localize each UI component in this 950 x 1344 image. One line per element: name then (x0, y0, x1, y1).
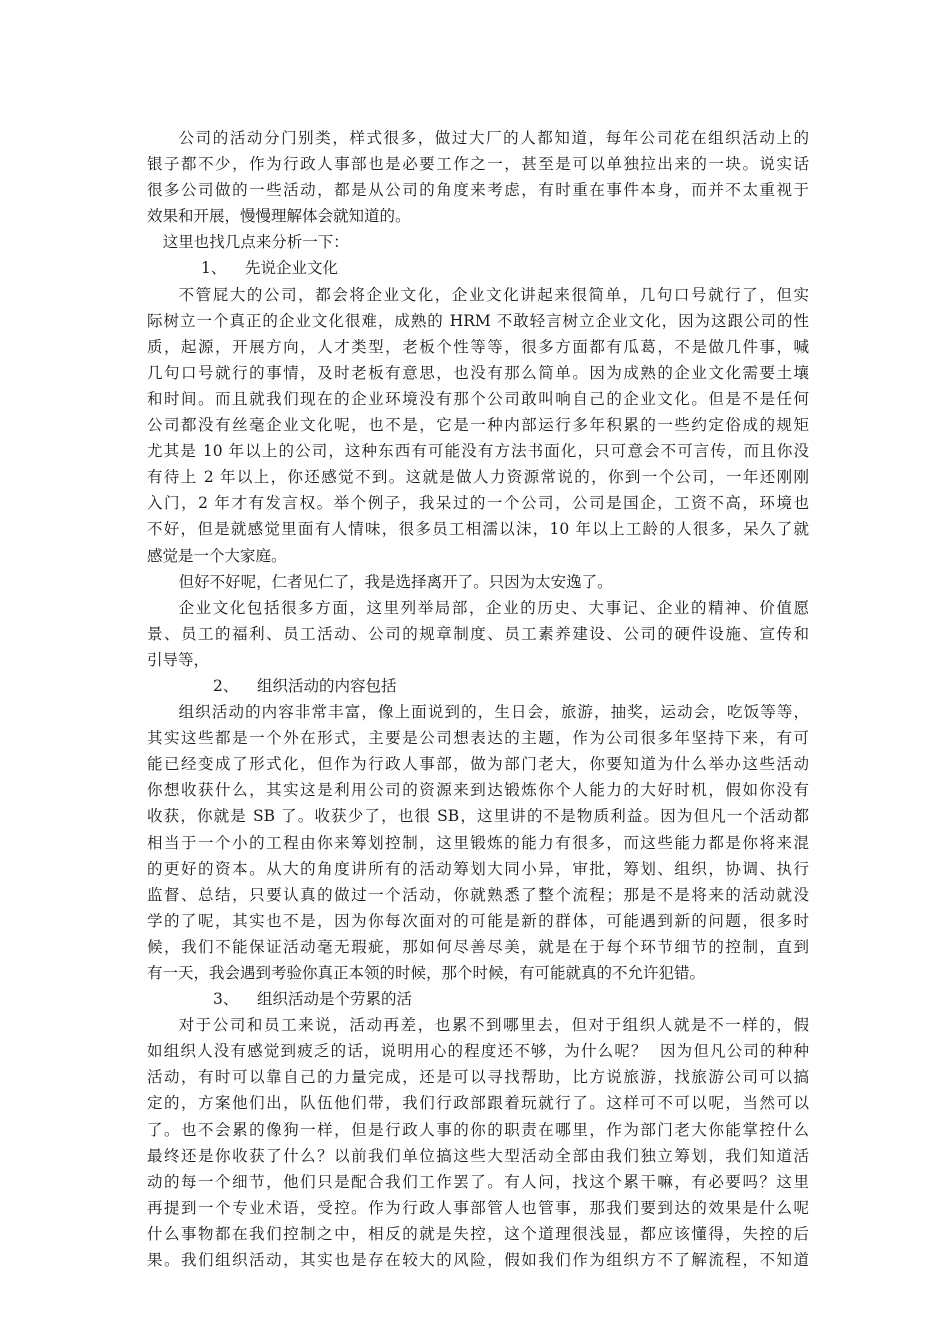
section-title: 组织活动是个劳累的活 (257, 990, 413, 1009)
text-line: 和时间。而且就我们现在的企业环境没有那个公司敢叫响自己的企业文化。但是不是任何 (147, 389, 809, 408)
text-line: 你想收获什么，其实这是利用公司的资源来到达锻炼你个人能力的大好时机，假如你没有 (147, 781, 809, 800)
text-line: 效果和开展，慢慢理解体会就知道的。 (147, 207, 411, 226)
text-line: 银子都不少，作为行政人事部也是必要工作之一，甚至是可以单独拉出来的一块。说实话 (147, 155, 809, 174)
document-body (147, 125, 809, 1273)
section-heading (147, 673, 809, 699)
section-title: 组织活动的内容包括 (257, 676, 397, 695)
text-line: 几句口号就行的事情，及时老板有意思，也没有那么简单。因为成熟的企业文化需要土壤 (147, 363, 809, 382)
text-line: 定的，方案他们出，队伍他们带，我们行政部跟着玩就行了。这样可不可以呢，当然可以 (147, 1094, 809, 1113)
text-line: 有一天，我会遇到考验你真正本领的时候，那个时候，有可能就真的不允许犯错。 (147, 964, 706, 982)
text-line: 有待上 2 年以上，你还感觉不到。这就是做人力资源常说的，你到一个公司，一年还刚刚 (147, 468, 809, 487)
text-line: 企业文化包括很多方面，这里列举局部，企业的历史、大事记、企业的精神、价值愿 (178, 598, 809, 617)
text-line: 公司的活动分门别类，样式很多，做过大厂的人都知道，每年公司花在组织活动上的 (178, 129, 809, 147)
text-line: 引导等， (147, 650, 210, 669)
section-number: 3、 (213, 990, 239, 1009)
section-number: 1、 (201, 259, 227, 278)
text-line: 能已经变成了形式化，但作为行政人事部，做为部门老大，你要知道为什么举办这些活动 (147, 755, 809, 774)
text-line: 再提到一个专业术语，受控。作为行政人事部管人也管事，那我们要到达的效果是什么呢 (147, 1198, 809, 1217)
text-line: 活动，有时可以靠自己的力量完成，还是可以寻找帮助，比方说旅游，找旅游公司可以搞 (147, 1068, 809, 1087)
text-line: 景、员工的福利、员工活动、公司的规章制度、员工素养建设、公司的硬件设施、宣传和 (147, 624, 809, 643)
section-number: 2、 (213, 676, 239, 695)
text-line: 很多公司做的一些活动，都是从公司的角度来考虑，有时重在事件本身，而并不太重视于 (147, 181, 809, 200)
text-line: 收获，你就是 SB 了。收获少了，也很 SB，这里讲的不是物质利益。因为但凡一个活动都 (147, 807, 809, 826)
text-line: 公司都没有丝毫企业文化呢，也不是，它是一种内部运行多年积累的一些约定俗成的规矩 (147, 416, 809, 435)
section-heading (147, 986, 809, 1012)
text-line: 不好，但是就感觉里面有人情味，很多员工相濡以沫，10 年以上工龄的人很多，呆久了就 (147, 520, 809, 539)
text-line: 组织活动的内容非常丰富，像上面说到的，生日会，旅游，抽奖，运动会，吃饭等等， (178, 703, 809, 722)
text-line: 果。我们组织活动，其实也是存在较大的风险，假如我们作为组织方不了解流程，不知道 (147, 1251, 809, 1270)
text-line: 动的每一个细节，他们只是配合我们工作罢了。有人问，找这个累干嘛，有必要吗？这里 (147, 1172, 809, 1191)
text-line: 什么事物都在我们控制之中，相反的就是失控，这个道理很浅显，都应该懂得，失控的后 (147, 1224, 809, 1243)
text-line: 了。也不会累的像狗一样，但是行政人事的你的职责在哪里，作为部门老大你能掌控什么 (147, 1120, 809, 1139)
text-line: 相当于一个小的工程由你来筹划控制，这里锻炼的能力有很多，而这些能力都是你将来混 (147, 833, 809, 852)
text-line: 质，起源，开展方向，人才类型，老板个性等等，很多方面都有瓜葛，不是做几件事，喊 (147, 337, 809, 356)
text-line: 不管屁大的公司，都会将企业文化，企业文化讲起来很简单，几句口号就行了，但实 (178, 285, 809, 304)
text-line: 候，我们不能保证活动毫无瑕疵，那如何尽善尽美，就是在于每个环节细节的控制，直到 (147, 937, 809, 956)
text-line: 如组织人没有感觉到疲乏的话，说明用心的程度还不够，为什么呢？ 因为但凡公司的种种 (147, 1042, 809, 1061)
text-line: 尤其是 10 年以上的公司，这种东西有可能没有方法书面化，只可意会不可言传，而且你没 (147, 442, 809, 461)
text-line: 学的了呢，其实也不是，因为你每次面对的可能是新的群体，可能遇到新的问题，很多时 (147, 911, 809, 930)
text-line: 其实这些都是一个外在形式，主要是公司想表达的主题，作为公司很多年坚持下来，有可 (147, 729, 809, 748)
section-title: 先说企业文化 (245, 259, 339, 278)
text-line: 的更好的资本。从大的角度讲所有的活动筹划大同小异，审批，筹划、组织，协调、执行 (147, 859, 809, 878)
text-line: 但好不好呢，仁者见仁了，我是选择离开了。只因为太安逸了。 (178, 572, 613, 591)
text-line: 对于公司和员工来说，活动再差，也累不到哪里去，但对于组织人就是不一样的，假 (178, 1016, 809, 1035)
text-line: 际树立一个真正的企业文化很难，成熟的 HRM 不敢轻言树立企业文化，因为这跟公司的性 (147, 311, 809, 330)
text-line: 感觉是一个大家庭。 (147, 546, 287, 565)
text-line: 入门，2 年才有发言权。举个例子，我呆过的一个公司，公司是国企，工资不高，环境也 (147, 494, 809, 513)
text-line: 监督、总结，只要认真的做过一个活动，你就熟悉了整个流程；那是不是将来的活动就没 (147, 885, 809, 904)
text-line: 这里也找几点来分析一下： (162, 233, 349, 252)
section-heading (147, 255, 809, 281)
text-line: 最终还是你收获了什么？以前我们单位搞这些大型活动全部由我们独立筹划，我们知道活 (147, 1146, 809, 1165)
